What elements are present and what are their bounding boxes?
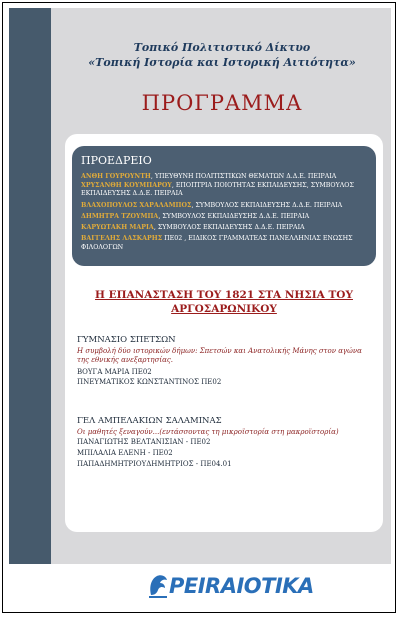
topic-line: της εθνικής ανεξαρτησίας. bbox=[77, 356, 174, 364]
committee-member bbox=[81, 244, 376, 252]
committee-member bbox=[81, 173, 376, 181]
member-name: ΑΝΘΗ ΓΟΥΡΟΥΝΤΗ bbox=[81, 173, 151, 180]
committee-member bbox=[81, 202, 376, 210]
event-title bbox=[77, 288, 371, 316]
member-name: ΧΡΥΣΑΝΘΗ ΚΟΥΜΠΑΡΟΥ bbox=[81, 181, 172, 189]
member-role: , ΣΥΜΒΟΥΛΟΣ ΕΚΠΑΙΔΕΥΣΗΣ Δ.Δ.Ε. ΠΕΙΡΑΙΑ bbox=[153, 224, 305, 231]
committee-panel bbox=[72, 146, 376, 266]
member-role: ΕΚΠΑΙΔΕΥΣΗΣ Δ.Δ.Ε. ΠΕΙΡΑΙΑ bbox=[81, 190, 183, 197]
school-name: ΓΥΜΝΑΣΙΟ ΣΠΕΤΣΩΝ bbox=[77, 335, 176, 345]
network-theme: «Τοπική Ιστορία και Ιστορική Αιτιότητα» bbox=[88, 56, 356, 69]
member-role: ΦΙΛΟΛΟΓΩΝ bbox=[81, 243, 124, 251]
side-stripe bbox=[9, 8, 51, 564]
committee-member bbox=[81, 182, 376, 190]
member-role: , ΣΥΜΒΟΥΛΟΣ ΕΚΠΑΙΔΕΥΣΗΣ Δ.Δ.Ε. ΠΕΙΡΑΙΑ bbox=[191, 202, 343, 209]
program-page bbox=[2, 2, 396, 613]
event-title-line: ΑΡΓΟΣΑΡΩΝΙΚΟΥ bbox=[171, 303, 277, 315]
event-title-line: Η ΕΠΑΝΑΣΤΑΣΗ ΤΟΥ 1821 ΣΤΑ ΝΗΣΙΑ ΤΟΥ bbox=[95, 289, 353, 301]
committee-member bbox=[81, 213, 376, 221]
member-role: , ΕΠΟΠΤΡΙΑ ΠΟΙΟΤΗΤΑΣ ΕΚΠΑΙΔΕΥΣΗΣ, ΣΥΜΒΟΥΛΟΣ bbox=[171, 181, 354, 189]
school-name: ΓΕΛ ΑΜΠΕΛΑΚΙΩΝ ΣΑΛΑΜΙΝΑΣ bbox=[77, 416, 222, 426]
topic-line: Η συμβολή δύο ιστορικών δήμων: Σπετσών και Ανατολικής Μάνης στον αγώνα bbox=[77, 347, 362, 355]
committee-member bbox=[81, 235, 376, 243]
member-role: ΠΕ02 , ΕΙΔΙΚΟΣ ΓΡΑΜΜΑΤΕΑΣ ΠΑΝΕΛΛΗΝΙΑΣ ΕΝΩΣΗΣ bbox=[162, 235, 353, 242]
peiraiotika-logo bbox=[145, 569, 314, 601]
presenter: ΠΑΝΑΓΙΩΤΗΣ ΒΕΛΤΑΝΙΣΙΑΝ - ΠΕ02 bbox=[77, 438, 211, 446]
member-name: ΔΗΜΗΤΡΑ ΤΖΟΥΜΠΑ bbox=[81, 213, 159, 220]
logo-text: PEIRAIOTIKA bbox=[169, 574, 314, 598]
member-name: ΒΛΑΧΟΠΟΥΛΟΣ ΧΑΡΑΛΑΜΠΟΣ bbox=[81, 202, 192, 209]
presenter: ΜΠΙΛΑΛΙΑ ΕΛΕΝΗ - ΠΕ02 bbox=[77, 449, 173, 457]
member-role: , ΥΠΕΥΘΥΝΗ ΠΟΛΙΤΙΣΤΙΚΩΝ ΘΕΜΑΤΩΝ Δ.Δ.Ε. ΠΕΙΡΑΙΑ bbox=[150, 173, 337, 180]
helmeted-figure-icon bbox=[145, 571, 171, 599]
presentation-topic: Οι μαθητές ξεναγούν...(εντάσσοντας τη μικροϊστορία στη μακροϊστορία) bbox=[77, 428, 339, 436]
presenter: ΒΟΥΓΑ ΜΑΡΙΑ ΠΕ02 bbox=[77, 368, 152, 376]
member-role: , ΣΥΜΒΟΥΛΟΣ ΕΚΠΑΙΔΕΥΣΗΣ Δ.Δ.Ε. ΠΕΙΡΑΙΑ bbox=[158, 213, 310, 220]
committee-member bbox=[81, 190, 376, 198]
page-title: ΠΡΟΓΡΑΜΜΑ bbox=[141, 91, 303, 115]
presenter: ΠΑΠΑΔΗΜΗΤΡΙΟΥΔΗΜΗΤΡΙΟΣ - ΠΕ04.01 bbox=[77, 460, 232, 468]
presenter: ΠΝΕΥΜΑΤΙΚΟΣ ΚΩΝΣΤΑΝΤΙΝΟΣ ΠΕ02 bbox=[77, 378, 222, 386]
network-name: Τοπικό Πολιτιστικό Δίκτυο bbox=[133, 41, 311, 54]
member-name: ΚΑΡΥΩΤΑΚΗ ΜΑΡΙΑ bbox=[81, 224, 154, 231]
committee-title: ΠΡΟΕΔΡΕΙΟ bbox=[81, 154, 152, 167]
presentation-topic bbox=[77, 347, 377, 365]
committee-member bbox=[81, 224, 376, 232]
member-name: ΒΑΓΓΕΛΗΣ ΛΑΣΚΑΡΗΣ bbox=[81, 235, 163, 242]
